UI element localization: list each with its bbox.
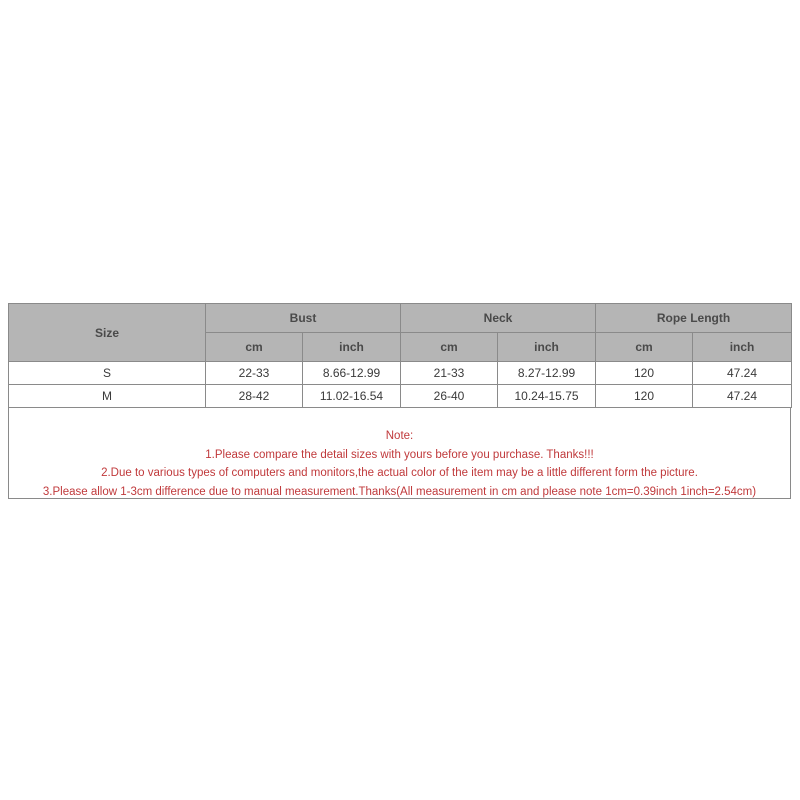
value-cell: 47.24 bbox=[693, 362, 792, 385]
notes-box bbox=[8, 408, 791, 499]
value-cell: 120 bbox=[596, 362, 693, 385]
unit-header: cm bbox=[596, 333, 693, 362]
value-cell: 28-42 bbox=[206, 385, 303, 408]
size-column-header: Size bbox=[9, 304, 206, 362]
note-line: 2.Due to various types of computers and monitors,the actual color of the item may be a little different form the picture. bbox=[101, 467, 698, 479]
bust-group-header: Bust bbox=[206, 304, 401, 333]
table-row bbox=[9, 362, 792, 385]
value-cell: 11.02-16.54 bbox=[303, 385, 401, 408]
note-line: 3.Please allow 1-3cm difference due to manual measurement.Thanks(All measurement in cm and please note 1cm=0.39inch 1inch=2.54cm) bbox=[42, 485, 757, 498]
value-cell: 8.27-12.99 bbox=[498, 362, 596, 385]
table-row bbox=[9, 385, 792, 408]
note-line: 1.Please compare the detail sizes with yours before you purchase. Thanks!!! bbox=[205, 448, 594, 461]
value-cell: 26-40 bbox=[401, 385, 498, 408]
value-cell: 47.24 bbox=[693, 385, 792, 408]
value-cell: 8.66-12.99 bbox=[303, 362, 401, 385]
value-cell: 22-33 bbox=[206, 362, 303, 385]
header-row-groups bbox=[9, 304, 792, 333]
size-table bbox=[8, 303, 792, 408]
neck-group-header: Neck bbox=[401, 304, 596, 333]
unit-header: cm bbox=[401, 333, 498, 362]
rope-length-group-header: Rope Length bbox=[596, 304, 792, 333]
value-cell: 21-33 bbox=[401, 362, 498, 385]
unit-header: cm bbox=[206, 333, 303, 362]
unit-header: inch bbox=[498, 333, 596, 362]
value-cell: 120 bbox=[596, 385, 693, 408]
size-cell: M bbox=[9, 385, 206, 408]
size-cell: S bbox=[9, 362, 206, 385]
size-chart bbox=[8, 303, 791, 499]
value-cell: 10.24-15.75 bbox=[498, 385, 596, 408]
unit-header: inch bbox=[303, 333, 401, 362]
note-title: Note: bbox=[385, 430, 414, 442]
unit-header: inch bbox=[693, 333, 792, 362]
